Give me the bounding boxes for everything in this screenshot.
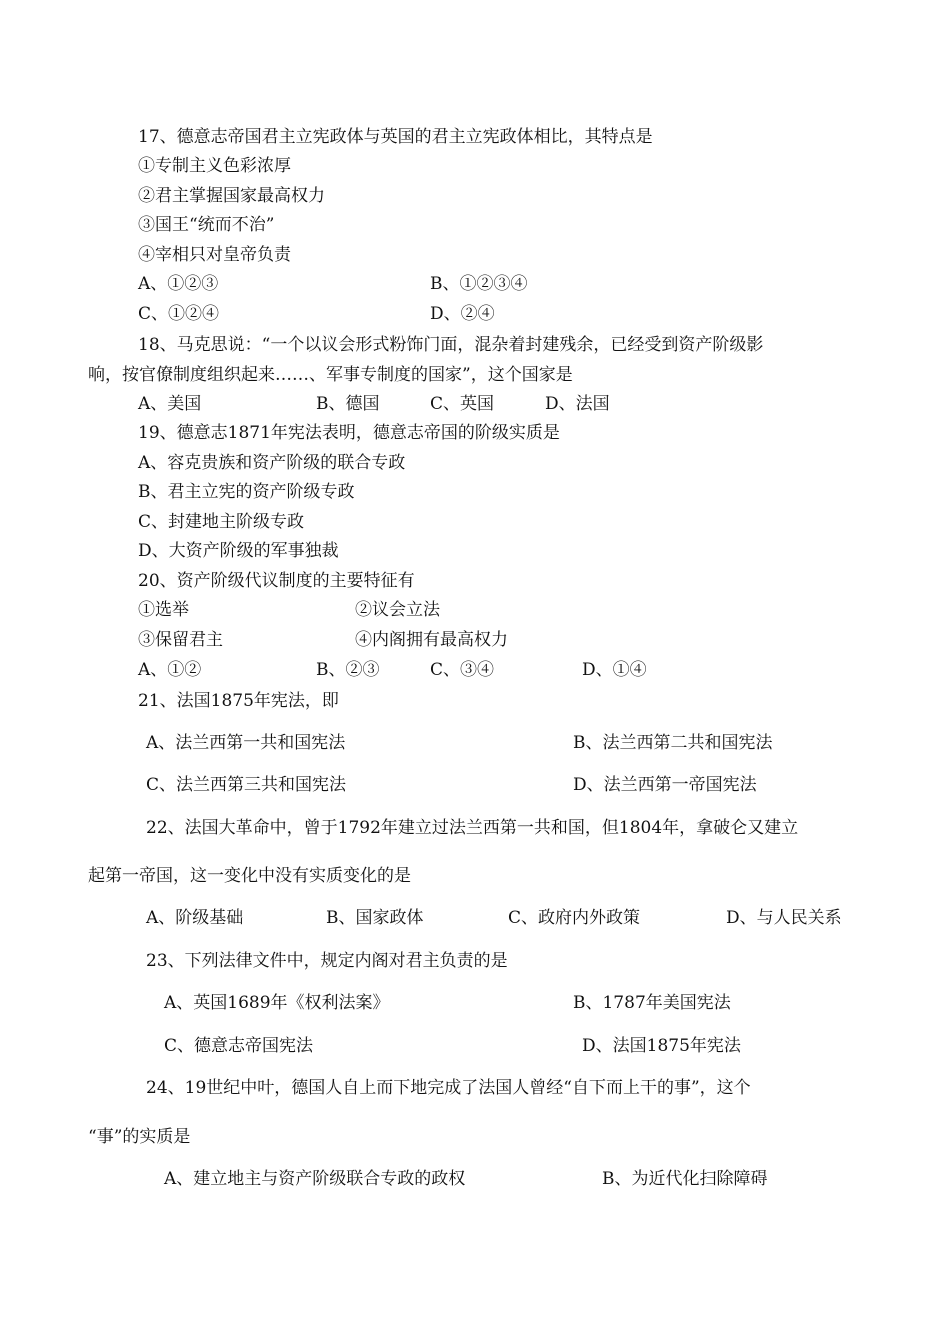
q20-item-2: ②议会立法 [355, 600, 440, 620]
q24-option-a: A、建立地主与资产阶级联合专政的政权 [164, 1169, 466, 1189]
q18-stem-line1: 18、马克思说：“一个以议会形式粉饰门面，混杂着封建残余，已经受到资产阶级影 [138, 335, 764, 355]
q22-option-c: C、政府内外政策 [508, 908, 641, 928]
q24-stem-line1: 24、19世纪中叶，德国人自上而下地完成了法国人曾经“自下而上干的事”，这个 [146, 1078, 751, 1098]
q20-option-b: B、②③ [316, 660, 380, 680]
q17-option-a: A、①②③ [138, 274, 219, 294]
q22-option-d: D、与人民关系 [726, 908, 842, 928]
q17-option-b: B、①②③④ [430, 274, 528, 294]
q22-option-a: A、阶级基础 [146, 908, 244, 928]
q17-item-2: ②君主掌握国家最高权力 [138, 186, 325, 206]
q21-option-c: C、法兰西第三共和国宪法 [146, 775, 347, 795]
q21-stem: 21、法国1875年宪法，即 [138, 691, 339, 711]
q17-item-3: ③国王“统而不治” [138, 215, 275, 235]
q17-stem: 17、德意志帝国君主立宪政体与英国的君主立宪政体相比，其特点是 [138, 127, 653, 147]
q20-item-3: ③保留君主 [138, 630, 223, 650]
q20-option-c: C、③④ [430, 660, 495, 680]
q18-option-c: C、英国 [430, 394, 495, 414]
q22-stem-line2: 起第一帝国，这一变化中没有实质变化的是 [88, 866, 411, 886]
q23-option-d: D、法国1875年宪法 [582, 1036, 741, 1056]
q22-stem-line1: 22、法国大革命中，曾于1792年建立过法兰西第一共和国，但1804年，拿破仑又建立 [146, 818, 799, 838]
q21-option-d: D、法兰西第一帝国宪法 [573, 775, 757, 795]
q19-option-a: A、容克贵族和资产阶级的联合专政 [138, 453, 406, 473]
q23-stem: 23、下列法律文件中，规定内阁对君主负责的是 [146, 951, 508, 971]
q19-option-c: C、封建地主阶级专政 [138, 512, 305, 532]
q17-item-1: ①专制主义色彩浓厚 [138, 156, 291, 176]
q19-stem: 19、德意志1871年宪法表明，德意志帝国的阶级实质是 [138, 423, 560, 443]
q19-option-d: D、大资产阶级的军事独裁 [138, 541, 339, 561]
q18-option-a: A、美国 [138, 394, 202, 414]
q22-option-b: B、国家政体 [326, 908, 424, 928]
q20-item-1: ①选举 [138, 600, 189, 620]
q17-option-c: C、①②④ [138, 304, 220, 324]
q23-option-b: B、1787年美国宪法 [573, 993, 731, 1013]
q19-option-b: B、君主立宪的资产阶级专政 [138, 482, 355, 502]
q18-option-d: D、法国 [545, 394, 610, 414]
q17-item-4: ④宰相只对皇帝负责 [138, 245, 291, 265]
q17-option-d: D、②④ [430, 304, 495, 324]
q24-option-b: B、为近代化扫除障碍 [602, 1169, 768, 1189]
q20-option-a: A、①② [138, 660, 202, 680]
q18-option-b: B、德国 [316, 394, 380, 414]
q20-item-4: ④内阁拥有最高权力 [355, 630, 508, 650]
q20-stem: 20、资产阶级代议制度的主要特征有 [138, 571, 415, 591]
q23-option-c: C、德意志帝国宪法 [164, 1036, 314, 1056]
q21-option-b: B、法兰西第二共和国宪法 [573, 733, 773, 753]
q23-option-a: A、英国1689年《权利法案》 [164, 993, 390, 1013]
q20-option-d: D、①④ [582, 660, 647, 680]
q18-stem-line2: 响，按官僚制度组织起来……、军事专制度的国家”，这个国家是 [88, 365, 573, 385]
q24-stem-line2: “事”的实质是 [88, 1127, 191, 1147]
q21-option-a: A、法兰西第一共和国宪法 [146, 733, 346, 753]
